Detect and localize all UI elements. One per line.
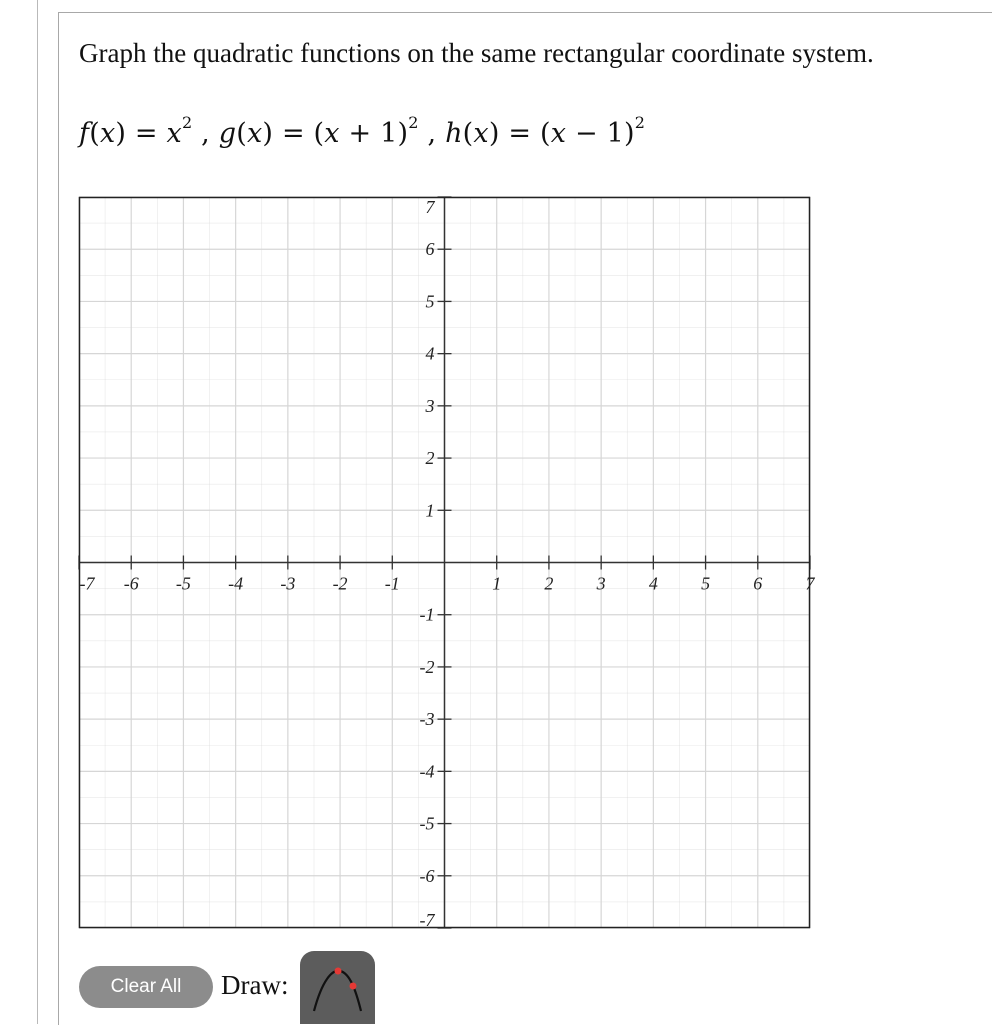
y-tick-label: 3	[425, 395, 435, 416]
x-tick-label: 4	[648, 573, 658, 594]
x-tick-label: 1	[492, 573, 502, 594]
parabola-icon	[300, 951, 375, 1024]
x-tick-label: 6	[753, 573, 763, 594]
x-tick-label: -1	[384, 573, 400, 594]
y-tick-label: -3	[419, 709, 435, 730]
x-tick-label: -2	[332, 573, 348, 594]
page-left-border	[37, 0, 38, 1024]
y-tick-label: 4	[425, 343, 435, 364]
x-tick-label: -3	[280, 573, 296, 594]
y-tick-label: 6	[425, 239, 435, 260]
x-tick-label: 3	[596, 573, 606, 594]
x-tick-label: -4	[228, 573, 244, 594]
function-definitions: $f(x) = x^2$ , $g(x) = (x + 1)^2$ , $h(x) = (x - 1)^2$	[79, 113, 646, 149]
y-tick-label: -4	[419, 761, 435, 782]
coordinate-graph[interactable]	[79, 197, 815, 930]
y-tick-label: 7	[425, 197, 435, 217]
x-tick-label: -6	[123, 573, 139, 594]
x-tick-label: -5	[175, 573, 191, 594]
parabola-tool-button[interactable]	[300, 951, 375, 1024]
y-tick-label: -1	[419, 604, 435, 625]
x-tick-label: 7	[805, 573, 815, 594]
x-tick-label: 5	[701, 573, 711, 594]
y-tick-label: -2	[419, 656, 435, 677]
clear-all-button[interactable]: Clear All	[79, 966, 213, 1008]
y-tick-label: -6	[419, 865, 435, 886]
x-tick-label: 2	[544, 573, 554, 594]
question-prompt: Graph the quadratic functions on the same rectangular coordinate system.	[79, 38, 874, 68]
draw-label: Draw:	[221, 970, 289, 1000]
y-tick-label: -5	[419, 813, 435, 834]
y-tick-label: 2	[425, 448, 435, 469]
y-tick-label: 1	[425, 500, 435, 521]
y-tick-label: 5	[425, 291, 435, 312]
y-tick-label: -7	[419, 910, 435, 930]
x-tick-label: -7	[79, 573, 95, 594]
graph-canvas[interactable]	[79, 197, 815, 930]
